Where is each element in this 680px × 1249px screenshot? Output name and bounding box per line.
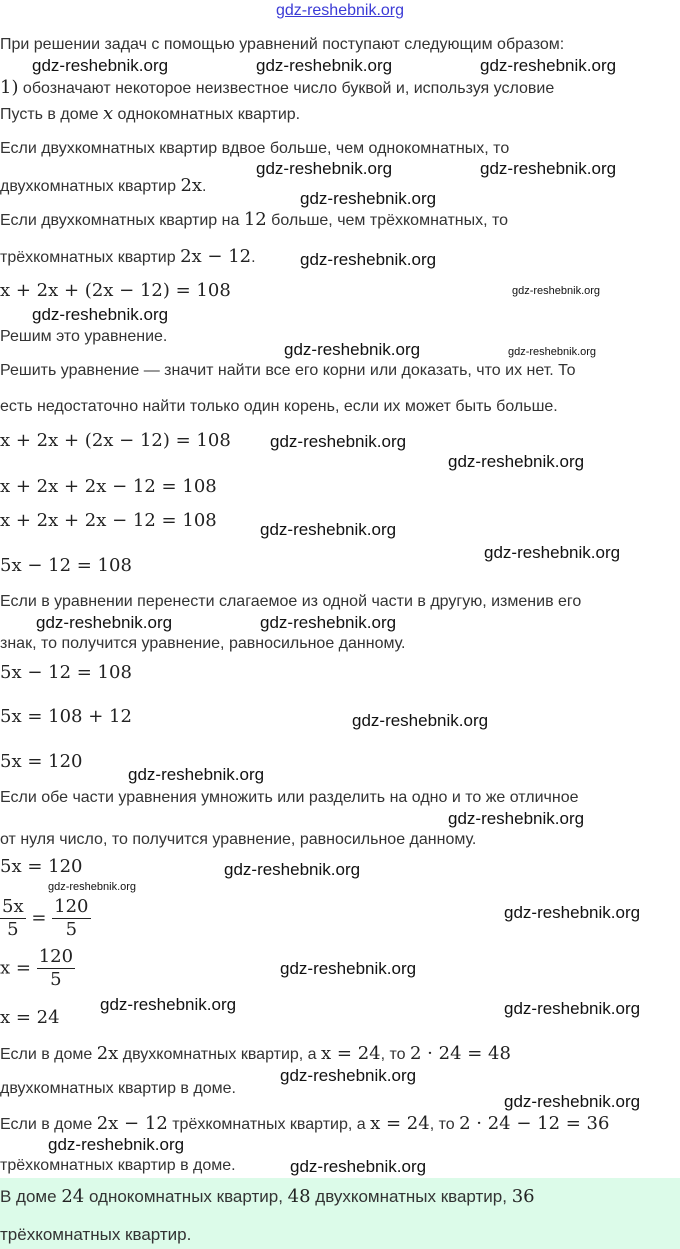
watermark: gdz-reshebnik.org [100,995,237,1014]
equation-8: 5x = 120 [0,751,83,772]
text: двухкомнатных квартир, [310,1187,512,1206]
text: . [251,249,256,266]
rule-1-text-1: Если в уравнении перенести слагаемое из одной части в другую, изменив его [0,593,582,610]
watermark: gdz-reshebnik.org [504,999,641,1018]
text: , то [380,1046,410,1063]
check-2-cont: трёхкомнатных квартир в доме. [0,1157,236,1174]
fraction [0,896,26,941]
math: 2x [96,1043,119,1064]
answer-line-1 [0,1187,535,1207]
watermark: gdz-reshebnik.org [484,543,621,562]
check-2 [0,1114,609,1135]
watermark: gdz-reshebnik.org [48,881,137,893]
watermark: gdz-reshebnik.org [504,903,641,922]
text: Пусть в доме [0,106,103,123]
math: 2 · 24 = 48 [410,1043,511,1064]
watermark: gdz-reshebnik.org [280,1066,417,1085]
watermark: gdz-reshebnik.org [284,340,421,359]
text: . [202,178,207,195]
watermark: gdz-reshebnik.org [260,520,397,539]
three-room-expr [0,247,256,268]
text: Если в доме [0,1046,97,1063]
text: Если двухкомнатных квартир на [0,212,244,229]
answer-box [0,1178,680,1249]
watermark: gdz-reshebnik.org [32,305,169,324]
watermark: gdz-reshebnik.org [48,1135,185,1154]
math: 48 [287,1186,311,1207]
watermark: gdz-reshebnik.org [508,346,597,358]
watermark: gdz-reshebnik.org [352,711,489,730]
answer-line-2: трёхкомнатных квартир. [0,1225,192,1244]
text: однокомнатных квартир. [113,106,301,123]
watermark: gdz-reshebnik.org [290,1157,427,1176]
text: Если в доме [0,1116,97,1133]
two-room-expr [0,176,207,197]
let-text [0,104,300,125]
math: x = 24 [321,1043,381,1064]
numerator: 5x [2,896,24,917]
numerator: 120 [38,946,74,967]
equation-6: 5x − 12 = 108 [0,662,132,683]
text: двухкомнатных квартир [0,178,181,195]
watermark: gdz-reshebnik.org [128,765,265,784]
watermark: gdz-reshebnik.org [300,189,437,208]
equation-11: x = 24 [0,1007,60,1028]
denominator: 5 [50,969,62,990]
check-1 [0,1044,511,1065]
solve-text: Решим это уравнение. [0,328,168,345]
watermark: gdz-reshebnik.org [300,250,437,269]
watermark: gdz-reshebnik.org [270,432,407,451]
math: 12 [243,209,267,230]
watermark: gdz-reshebnik.org [448,809,585,828]
step-number: 1) [0,77,19,98]
math: 2x − 12 [96,1113,168,1134]
watermark: gdz-reshebnik.org [260,613,397,632]
equation-3: x + 2x + 2x − 12 = 108 [0,476,217,497]
watermark: gdz-reshebnik.org [504,1092,641,1111]
watermark: gdz-reshebnik.org [36,613,173,632]
watermark: gdz-reshebnik.org [480,56,617,75]
equation-4: x + 2x + 2x − 12 = 108 [0,510,217,531]
watermark: gdz-reshebnik.org [280,959,417,978]
text: В доме [0,1187,62,1206]
equation-2: x + 2x + (2x − 12) = 108 [0,430,231,451]
definition-text-2: есть недостаточно найти только один корень, если их может быть больше. [0,398,558,415]
equals: = [25,907,53,929]
math: 36 [511,1186,535,1207]
fraction [52,896,90,941]
math: 24 [61,1186,85,1207]
text: трёхкомнатных квартир, а [167,1116,371,1133]
check-1-cont: двухкомнатных квартир в доме. [0,1080,236,1097]
denominator: 5 [65,919,78,940]
step-1-text [0,78,554,99]
watermark: gdz-reshebnik.org [512,285,601,297]
watermark: gdz-reshebnik.org [256,56,393,75]
numerator: 120 [54,896,89,917]
math: 2 · 24 − 12 = 36 [459,1113,610,1134]
rule-2-text-2: от нуля число, то получится уравнение, равносильное данному. [0,831,477,848]
rule-1-text-2: знак, то получится уравнение, равносильное данному. [0,635,406,652]
denominator: 5 [7,919,19,940]
lhs: x = [0,957,37,979]
math: x = 24 [370,1113,430,1134]
two-room-text: Если двухкомнатных квартир вдвое больше, чем однокомнатных, то [0,140,510,157]
watermark: gdz-reshebnik.org [480,159,617,178]
math: 2x − 12 [180,246,252,267]
equation-fraction [0,896,91,941]
text: , то [429,1116,460,1133]
three-room-text [0,210,508,231]
text: двухкомнатных квартир, а [118,1046,322,1063]
step-text: обозначают некоторое неизвестное число буквой и, используя условие [18,80,555,97]
text: больше, чем трёхкомнатных, то [266,212,509,229]
watermark: gdz-reshebnik.org [224,860,361,879]
math: x [102,103,114,124]
watermark: gdz-reshebnik.org [256,159,393,178]
header-link[interactable]: gdz-reshebnik.org [275,2,405,19]
fraction [37,946,75,991]
equation-5: 5x − 12 = 108 [0,555,132,576]
watermark: gdz-reshebnik.org [448,452,585,471]
equation-9: 5x = 120 [0,856,83,877]
equation-10 [0,946,75,991]
text: трёхкомнатных квартир [0,249,181,266]
rule-2-text-1: Если обе части уравнения умножить или разделить на одно и то же отличное [0,789,579,806]
equation-1: x + 2x + (2x − 12) = 108 [0,280,231,301]
definition-text-1: Решить уравнение — значит найти все его корни или доказать, что их нет. То [0,362,576,379]
math: 2x [180,175,203,196]
text: однокомнатных квартир, [84,1187,288,1206]
intro-text: При решении задач с помощью уравнений поступают следующим образом: [0,36,565,53]
equation-7: 5x = 108 + 12 [0,706,132,727]
watermark: gdz-reshebnik.org [32,56,169,75]
